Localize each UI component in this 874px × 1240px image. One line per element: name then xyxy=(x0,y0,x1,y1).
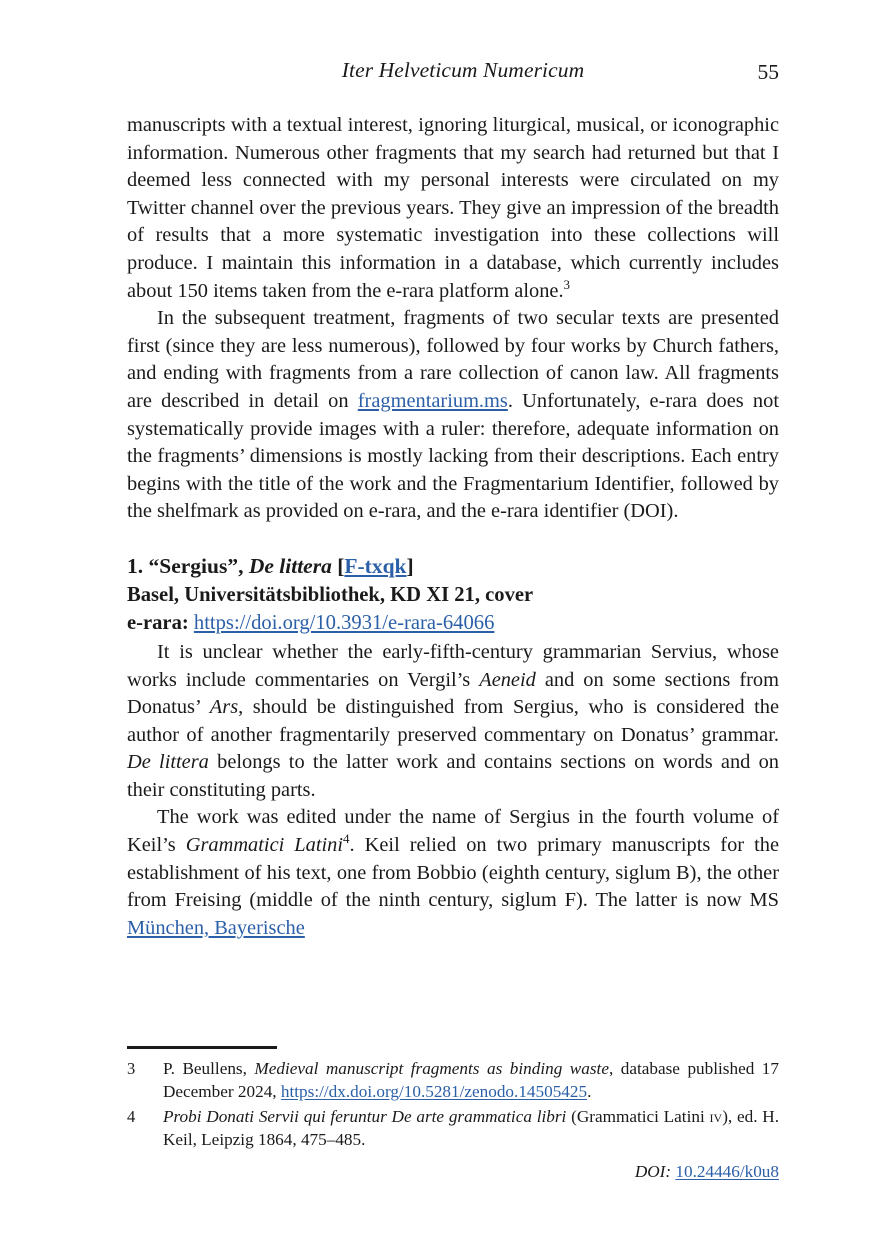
fragment-id-link[interactable]: F-txqk xyxy=(344,553,407,578)
footnote-area xyxy=(127,1046,779,1153)
footnote-3-text xyxy=(163,1057,779,1104)
footnote-3-text-c: . xyxy=(587,1082,592,1101)
paragraph-3-text-b: and on some sections from Donatus’ xyxy=(127,668,779,719)
paragraph-4 xyxy=(127,804,779,942)
bracket-open: [ xyxy=(331,553,345,578)
footnote-3-link[interactable]: https://dx.doi.org/10.5281/zenodo.14505425 xyxy=(280,1082,588,1101)
section-heading xyxy=(127,552,779,581)
footnote-3-italic: Medieval manuscript fragments as binding waste xyxy=(254,1058,609,1078)
paragraph-1 xyxy=(127,112,779,305)
footnote-3 xyxy=(127,1057,779,1104)
paragraph-3 xyxy=(127,639,779,805)
footnote-4-number: 4 xyxy=(127,1106,136,1126)
paragraph-3-text-c: , should be distinguished from Sergius, who is considered the author of another fragmentarily preserved commentary on Donatus’ grammar. xyxy=(127,696,779,746)
paragraph-2 xyxy=(127,305,779,526)
footnote-4-text-c: ), ed. H. Keil, Leipzig 1864, 475–485. xyxy=(163,1106,779,1149)
running-head-title: Iter Helveticum Numericum xyxy=(341,58,585,82)
doi-label: DOI: xyxy=(634,1162,676,1181)
page-number: 55 xyxy=(757,60,779,84)
footnote-4-text-b: (Grammatici Latini xyxy=(566,1106,710,1126)
paragraph-4-text-b: . Keil relied on two primary manuscripts for the establishment of his text, one from Bobbio (eighth century, siglum B), the other from Freising (middle of the ninth century, siglum F). The latter is now MS xyxy=(127,834,780,912)
paragraph-4-italic-1: Grammatici Latini xyxy=(185,834,344,857)
paragraph-3-italic-2: Ars xyxy=(209,696,239,719)
paragraph-3-text-a: It is unclear whether the early-fifth-century grammarian Servius, whose works include commentaries on Vergil’s xyxy=(127,640,779,691)
section-number-title: 1. “Sergius”, xyxy=(127,553,249,578)
footnote-3-text-a: P. Beullens, xyxy=(163,1058,255,1078)
erara-line xyxy=(127,609,779,637)
paragraph-2-text-b: . Unfortunately, e-rara does not systematically provide images with a ruler: therefore, adequate information on the fragments’ dimensions is mostly lacking from their descriptions. Each entry begins with the title of the work and the Fragmentarium Identifier, followed by the shelfmark as provided on e-rara, and the e-rara identifier (DOI). xyxy=(127,389,779,523)
paragraph-4-text-a: The work was edited under the name of Sergius in the fourth volume of Keil’s xyxy=(127,806,779,857)
doi-link[interactable]: 10.24446/k0u8 xyxy=(675,1162,779,1181)
doi-footer xyxy=(635,1162,779,1182)
section-title-italic: De littera xyxy=(248,553,332,578)
fragmentarium-link[interactable]: fragmentarium.ms xyxy=(357,389,508,412)
shelfmark-line: Basel, Universitätsbibliothek, KD XI 21, cover xyxy=(127,583,534,606)
paragraph-1-text: manuscripts with a textual interest, ignoring liturgical, musical, or iconographic information. Numerous other fragments that my search had returned but that I deemed less connected with my personal interests were circulated on my Twitter channel over the previous years. They give an impression of the breadth of results that a more systematic investigation into these collections will produce. I maintain this information in a database, which currently includes about 150 items taken from the e-rara platform alone. xyxy=(127,114,779,302)
erara-label: e-rara: xyxy=(127,611,194,634)
page-content xyxy=(127,58,779,942)
paragraph-3-italic-3: De littera xyxy=(127,751,209,774)
footnote-separator-rule xyxy=(127,1046,277,1049)
footnote-ref-4[interactable]: 4 xyxy=(343,831,350,847)
footnote-4-italic: Probi Donati Servii qui feruntur De arte grammatica libri xyxy=(163,1106,567,1126)
paragraph-2-text-a: In the subsequent treatment, fragments of two secular texts are presented first (since they are less numerous), followed by four works by Church fathers, and ending with fragments from a rare collection of canon law. All fragments are described in detail on xyxy=(127,307,779,412)
footnote-4 xyxy=(127,1105,779,1152)
footnote-4-text xyxy=(163,1105,779,1152)
footnote-3-text-b: , database published 17 December 2024, xyxy=(163,1058,779,1101)
body-text xyxy=(127,112,779,942)
footnote-3-number: 3 xyxy=(127,1058,136,1078)
bracket-close: ] xyxy=(406,553,414,578)
erara-doi-link[interactable]: https://doi.org/10.3931/e-rara-64066 xyxy=(193,611,495,634)
paragraph-3-text-d: belongs to the latter work and contains sections on words and on their constituting parts. xyxy=(127,751,779,801)
footnote-ref-3[interactable]: 3 xyxy=(563,276,571,292)
running-head xyxy=(127,58,779,98)
footnote-4-volume: iv xyxy=(709,1106,723,1126)
muenchen-link[interactable]: München, Bayerische xyxy=(127,916,305,939)
paragraph-3-italic-1: Aeneid xyxy=(479,668,536,691)
